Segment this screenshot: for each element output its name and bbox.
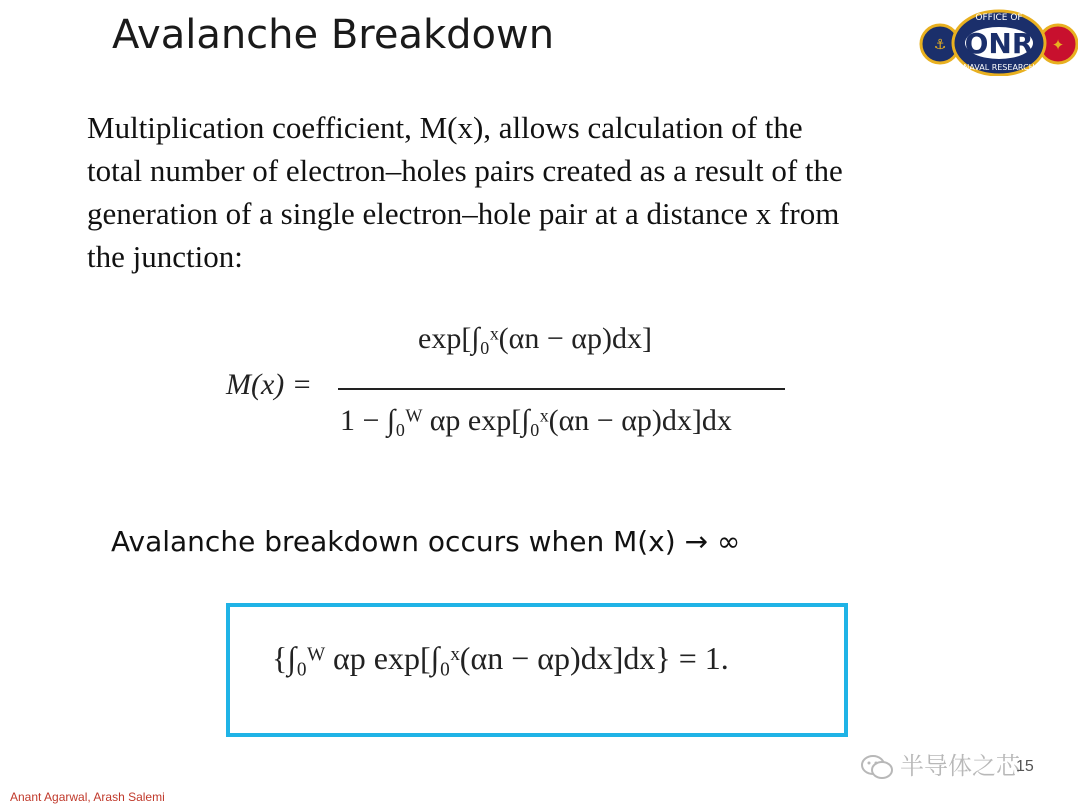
paragraph-line: total number of electron–holes pairs created as a result of the — [87, 153, 843, 188]
logo-center-text: ONR — [964, 27, 1034, 60]
fraction-bar — [338, 388, 785, 390]
equation-mx-numerator: exp[∫₀ˣ(αn − αp)dx] — [418, 322, 652, 355]
watermark — [860, 746, 1020, 781]
svg-text:⚓: ⚓ — [933, 37, 947, 53]
intro-paragraph — [87, 106, 987, 278]
wechat-icon — [860, 753, 894, 781]
equation-breakdown-condition: {∫₀ᵂ αp exp[∫₀ˣ(αn − αp)dx]dx} = 1. — [272, 640, 729, 676]
watermark-text: 半导体之芯 — [900, 752, 1020, 780]
author-credit: Anant Agarwal, Arash Salemi — [10, 790, 165, 804]
svg-text:✦: ✦ — [1051, 36, 1065, 54]
paragraph-line: Multiplication coefficient, M(x), allows calculation of the — [87, 110, 803, 145]
breakdown-condition-text: Avalanche breakdown occurs when M(x) → ∞ — [111, 525, 741, 558]
equation-mx-lhs: M(x) = — [226, 368, 313, 401]
page-number: 15 — [1016, 758, 1034, 775]
onr-logo — [918, 6, 1078, 76]
logo-bottom-text: NAVAL RESEARCH — [963, 63, 1035, 72]
paragraph-line: generation of a single electron–hole pair at a distance x from — [87, 196, 840, 231]
equation-mx-denominator: 1 − ∫₀ᵂ αp exp[∫₀ˣ(αn − αp)dx]dx — [340, 404, 732, 437]
paragraph-line: the junction: — [87, 239, 243, 274]
logo-top-text: OFFICE OF — [975, 13, 1023, 23]
slide-title: Avalanche Breakdown — [112, 12, 555, 58]
